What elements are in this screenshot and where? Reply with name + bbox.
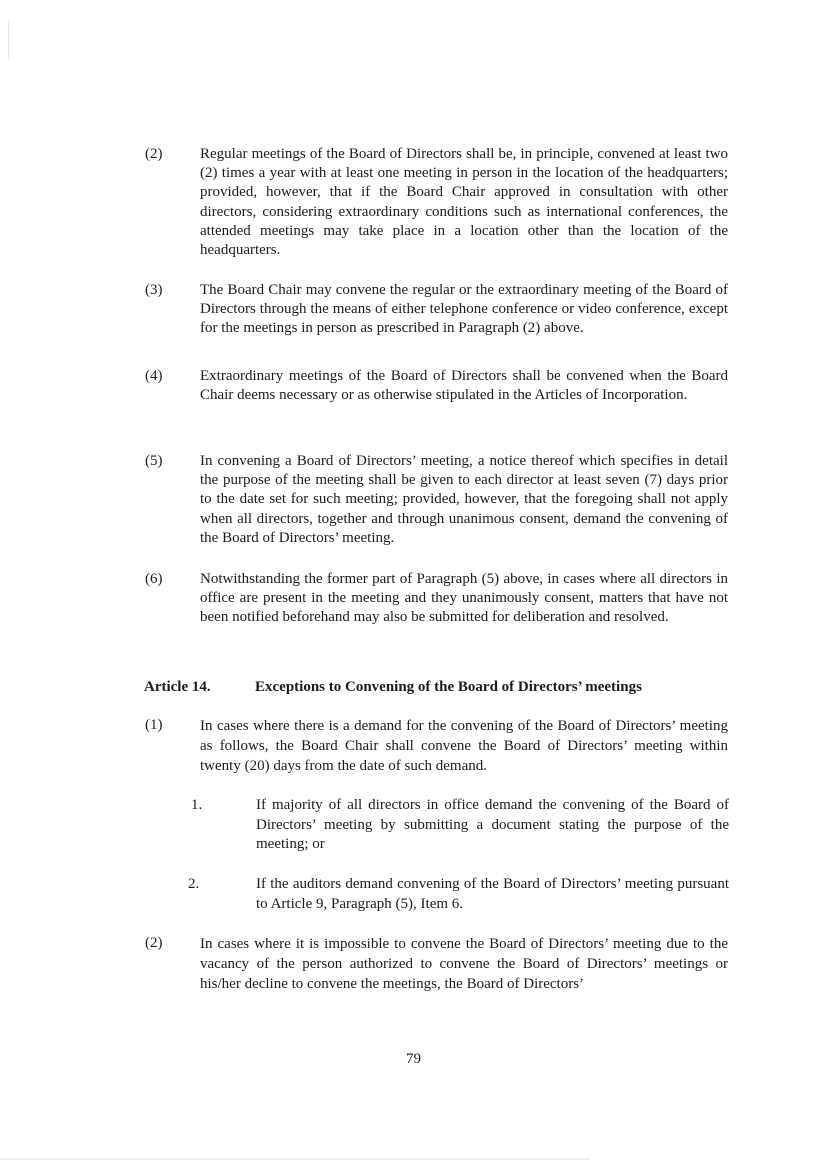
item-number: 1. <box>191 797 203 813</box>
paragraph-number: (3) <box>145 282 163 298</box>
paragraph-text: In convening a Board of Directors’ meeting, a notice thereof which specifies in detail the purpose of the meeting shall be given to each director at least seven (7) days prior to the date set for such meeting; provided, however, that the foregoing shall not apply when all directors, together and through unanimous consent, demand the convening of the Board of Directors’ meeting. <box>200 453 728 546</box>
paragraph-text: The Board Chair may convene the regular or the extraordinary meeting of the Board of Directors through the means of either telephone conference or video conference, except for the meetings in person as prescribed in Paragraph (2) above. <box>200 282 728 337</box>
paragraph-text: In cases where there is a demand for the convening of the Board of Directors’ meeting as follows, the Board Chair shall convene the Board of Directors’ meeting within twenty (20) days from the date of such demand. <box>200 718 728 774</box>
scan-bottom-edge <box>0 1158 590 1160</box>
paragraph-text: Regular meetings of the Board of Directors shall be, in principle, convened at least two (2) times a year with at least one meeting in person in the location of the headquarters; provided, however, that if the Board Chair approved in consultation with other directors, considering extraordinary conditions such as international conferences, the attended meetings may take place in a location other than the location of the headquarters. <box>200 146 728 259</box>
paragraph-number: (6) <box>145 571 163 587</box>
paragraph-text: In cases where it is impossible to convene the Board of Directors’ meeting due to the vacancy of the person authorized to convene the Board of Directors’ meetings or his/her decline to convene the meetings, the Board of Directors’ <box>200 936 728 992</box>
paragraph-number: (4) <box>145 368 163 384</box>
item-text: If the auditors demand convening of the Board of Directors’ meeting pursuant to Article 9, Paragraph (5), Item 6. <box>256 876 729 912</box>
paragraph-number: (1) <box>145 717 163 733</box>
article-label: Article 14. <box>144 679 211 695</box>
paragraph-number: (5) <box>145 453 163 469</box>
paragraph-number: (2) <box>145 935 163 951</box>
article-title: Exceptions to Convening of the Board of Directors’ meetings <box>255 679 642 695</box>
page-number: 79 <box>406 1051 421 1067</box>
paragraph-number: (2) <box>145 146 163 162</box>
item-text: If majority of all directors in office demand the convening of the Board of Directors’ meeting by submitting a document stating the purpose of the meeting; or <box>256 797 729 852</box>
paragraph-text: Extraordinary meetings of the Board of Directors shall be convened when the Board Chair deems necessary or as otherwise stipulated in the Articles of Incorporation. <box>200 368 728 404</box>
scan-edge-mark <box>8 20 9 60</box>
item-number: 2. <box>188 876 200 892</box>
paragraph-text: Notwithstanding the former part of Paragraph (5) above, in cases where all directors in office are present in the meeting and they unanimously consent, matters that have not been notified beforehand may also be submitted for deliberation and resolved. <box>200 571 728 626</box>
